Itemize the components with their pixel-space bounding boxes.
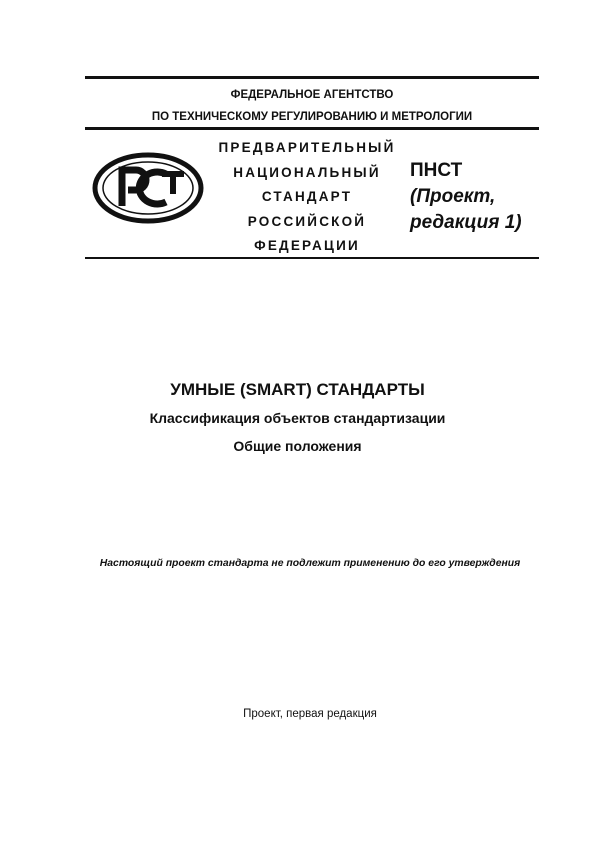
agency-line-2: ПО ТЕХНИЧЕСКОМУ РЕГУЛИРОВАНИЮ И МЕТРОЛОГИИ (151, 111, 473, 123)
title-block-bottom-rule (85, 257, 539, 259)
approval-notice: Настоящий проект стандарта не подлежит применению до его утверждения (99, 558, 521, 569)
standard-type-line-2: НАЦИОНАЛЬНЫЙ (233, 164, 381, 180)
edition-line-1: (Проект, (410, 186, 496, 207)
header-bottom-rule (85, 127, 539, 130)
header-top-rule (85, 76, 539, 79)
designation-code: ПНСТ (410, 160, 463, 181)
agency-line-1: ФЕДЕРАЛЬНОЕ АГЕНТСТВО (230, 89, 394, 101)
standard-designation (410, 158, 522, 236)
agency-name (85, 84, 539, 128)
draft-label: Проект, первая редакция (243, 708, 377, 720)
standard-type-line-4: РОССИЙСКОЙ (247, 213, 367, 229)
gost-r-emblem (92, 152, 204, 224)
title-subtitle: Классификация объектов стандартизации (149, 410, 446, 426)
edition-line-2: редакция 1) (410, 212, 522, 233)
standard-type (208, 136, 406, 259)
standard-type-line-5: ФЕДЕРАЦИИ (254, 238, 360, 253)
standard-type-line-3: СТАНДАРТ (261, 189, 353, 204)
standard-type-line-1: ПРЕДВАРИТЕЛЬНЫЙ (218, 140, 396, 155)
title-main: УМНЫЕ (SMART) СТАНДАРТЫ (170, 380, 425, 399)
document-title (0, 378, 595, 456)
title-part: Общие положения (233, 438, 362, 454)
